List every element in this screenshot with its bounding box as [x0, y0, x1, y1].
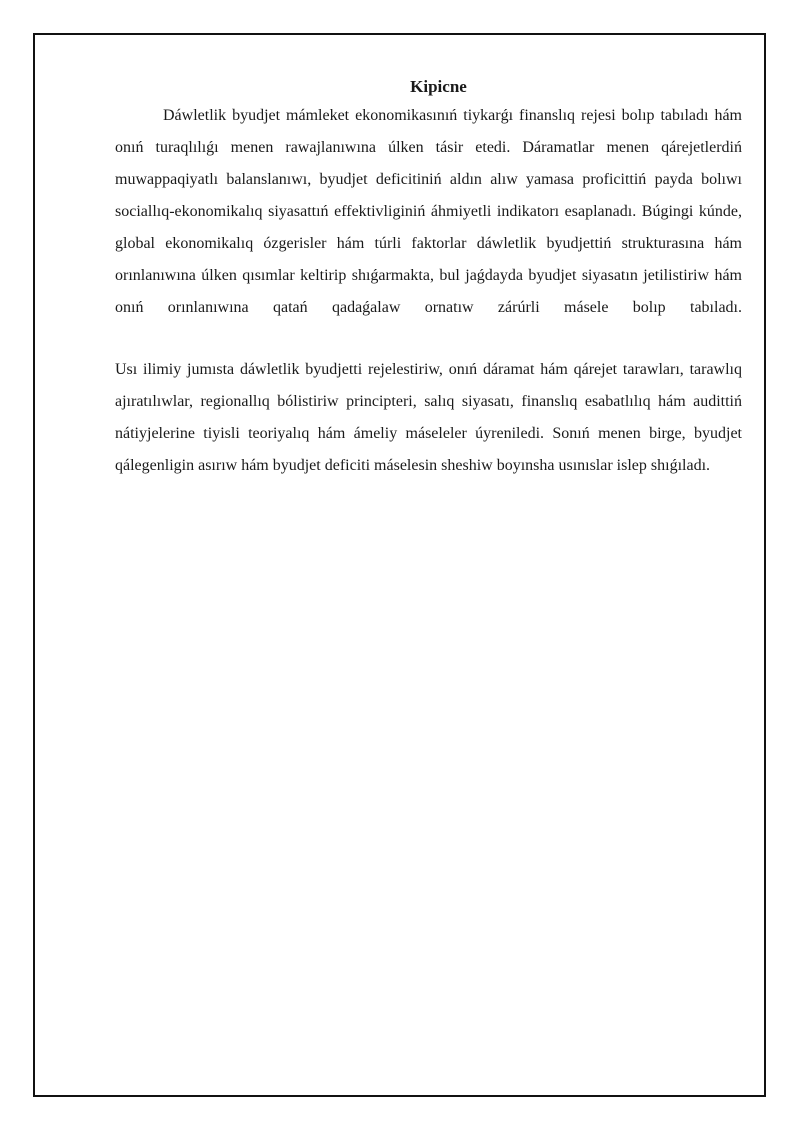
document-body	[115, 74, 742, 482]
document-title: Kipicne	[410, 77, 467, 96]
paragraph-spacer	[115, 324, 742, 354]
paragraph-scope: Usı ilimiy jumısta dáwletlik byudjetti rejelestiriw, onıń dáramat hám qárejet tarawları, tarawlıq ajıratılıwlar, regionallıq bólistiriw principteri, salıq siyasatı, finanslıq esabatlılıq hám audittiń nátiyjelerine tiyisli teoriyalıq hám ámeliy máseleler úyreniledi. Sonıń menen birge, byudjet qálegenligin asırıw hám byudjet deficiti máselesin sheshiw boyınsha usınıslar islep shıǵıladı.	[115, 361, 742, 474]
paragraph-introduction: Dáwletlik byudjet mámleket ekonomikasınıń tiykarǵı finanslıq rejesi bolıp tabıladı hám onıń turaqlılıǵı menen rawajlanıwına úlken tásir etedi. Dáramatlar menen qárejetlerdiń muwappaqiyatlı balanslanıwı, byudjet deficitiniń aldın alıw yamasa proficittiń payda bolıwı sociallıq-ekonomikalıq siyasattıń effektivliginiń áhmiyetli indikatorı esaplanadı. Búgingi kúnde, global ekonomikalıq ózgerisler hám túrli faktorlar dáwletlik byudjettiń strukturasına hám orınlanıwına úlken qısımlar keltirip shıǵarmakta, bul jaǵdayda byudjet siyasatın jetilistiriw hám onıń orınlanıwına qatań qadaǵalaw ornatıw zárúrli másele bolıp tabıladı.	[115, 107, 742, 316]
